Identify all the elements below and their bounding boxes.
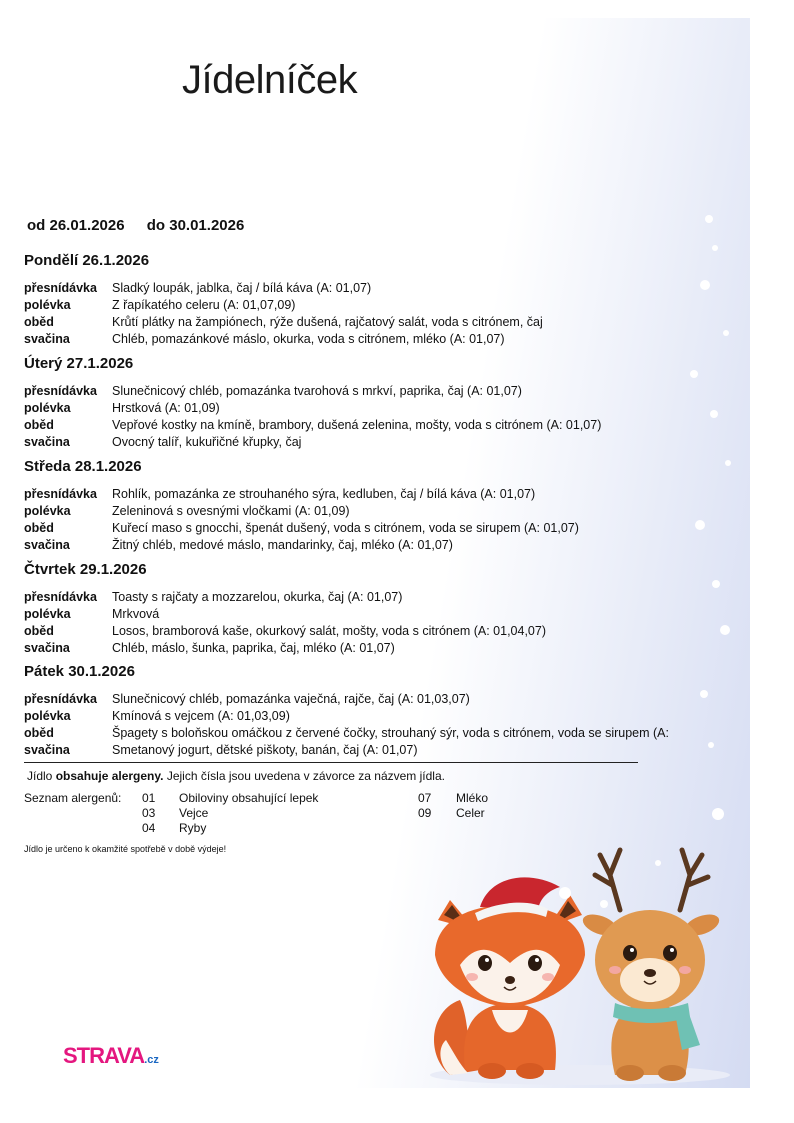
meal-label: polévka bbox=[24, 401, 71, 415]
snowflake bbox=[712, 580, 720, 588]
meal-row bbox=[24, 383, 522, 400]
divider bbox=[24, 762, 638, 763]
snowflake bbox=[700, 690, 708, 698]
meal-row bbox=[24, 742, 418, 759]
meal-label: svačina bbox=[24, 641, 70, 655]
meal-text: Chléb, máslo, šunka, paprika, čaj, mléko (A: 01,07) bbox=[112, 641, 395, 655]
meal-label: polévka bbox=[24, 298, 71, 312]
meal-text: Sladký loupák, jablka, čaj / bílá káva (A: 01,07) bbox=[112, 281, 372, 295]
meal-text: Smetanový jogurt, dětské piškoty, banán, čaj (A: 01,07) bbox=[112, 743, 418, 757]
meal-text: Hrstková (A: 01,09) bbox=[112, 401, 220, 415]
meal-label: přesnídávka bbox=[24, 487, 97, 501]
snowflake bbox=[725, 460, 731, 466]
meal-row bbox=[24, 589, 402, 606]
meal-text: Kuřecí maso s gnocchi, špenát dušený, voda s citrónem, voda se sirupem (A: 01,07) bbox=[112, 521, 579, 535]
allergen-code: 09 bbox=[418, 806, 432, 820]
meal-text: Toasty s rajčaty a mozzarelou, okurka, čaj (A: 01,07) bbox=[112, 590, 403, 604]
meal-row bbox=[24, 503, 350, 520]
meal-row bbox=[24, 486, 535, 503]
meal-text: Zeleninová s ovesnými vločkami (A: 01,09) bbox=[112, 504, 350, 518]
allergen-code: 03 bbox=[142, 806, 156, 820]
allergen-name: Celer bbox=[456, 806, 485, 820]
fox-and-reindeer-illustration bbox=[420, 835, 740, 1085]
meal-text: Žitný chléb, medové máslo, mandarinky, čaj, mléko (A: 01,07) bbox=[112, 538, 453, 552]
snowflake bbox=[710, 410, 718, 418]
snowflake bbox=[708, 742, 714, 748]
meal-text: Špagety s boloňskou omáčkou z červené čočky, strouhaný sýr, voda s citrónem, voda se sirupem (A: bbox=[112, 726, 669, 740]
meal-row bbox=[24, 280, 371, 297]
snowflake bbox=[712, 245, 718, 251]
meal-label: polévka bbox=[24, 709, 71, 723]
meal-row bbox=[24, 400, 220, 417]
snowflake bbox=[695, 520, 705, 530]
meal-label: oběd bbox=[24, 418, 54, 432]
meal-label: přesnídávka bbox=[24, 281, 97, 295]
meal-label: svačina bbox=[24, 435, 70, 449]
allergen-list-label: Seznam alergenů: bbox=[24, 791, 122, 805]
meal-text: Ovocný talíř, kukuřičné křupky, čaj bbox=[112, 435, 302, 449]
meal-row bbox=[24, 297, 295, 314]
strava-logo: STRAVA.cz bbox=[63, 1043, 159, 1068]
snowflake bbox=[723, 330, 729, 336]
allergen-name: Vejce bbox=[179, 806, 209, 820]
meal-text: Losos, bramborová kaše, okurkový salát, mošty, voda s citrónem (A: 01,04,07) bbox=[112, 624, 546, 638]
meal-label: svačina bbox=[24, 332, 70, 346]
meal-row bbox=[24, 691, 470, 708]
page-title: Jídelníček bbox=[182, 58, 358, 102]
meal-row bbox=[24, 623, 546, 640]
snowflake bbox=[705, 215, 713, 223]
meal-label: oběd bbox=[24, 521, 54, 535]
meal-label: polévka bbox=[24, 504, 71, 518]
snowflake bbox=[690, 370, 698, 378]
disclaimer: Jídlo je určeno k okamžité spotřebě v době výdeje! bbox=[24, 844, 227, 854]
snowflake bbox=[700, 280, 710, 290]
meal-row bbox=[24, 537, 453, 554]
meal-row bbox=[24, 725, 669, 742]
meal-text: Z řapíkatého celeru (A: 01,07,09) bbox=[112, 298, 296, 312]
meal-text: Slunečnicový chléb, pomazánka vaječná, rajče, čaj (A: 01,03,07) bbox=[112, 692, 470, 706]
meal-label: oběd bbox=[24, 726, 54, 740]
allergen-name: Ryby bbox=[179, 821, 207, 835]
date-from: od 26.01.2026 bbox=[27, 217, 125, 234]
meal-row bbox=[24, 640, 395, 657]
meal-text: Chléb, pomazánkové máslo, okurka, voda s citrónem, mléko (A: 01,07) bbox=[112, 332, 505, 346]
meal-row bbox=[24, 314, 543, 331]
fox-image bbox=[434, 877, 585, 1079]
allergen-name: Obiloviny obsahující lepek bbox=[179, 791, 319, 805]
day-title: Středa 28.1.2026 bbox=[24, 458, 142, 475]
date-to: do 30.01.2026 bbox=[146, 217, 245, 234]
meal-row bbox=[24, 434, 301, 451]
meal-text: Krůtí plátky na žampiónech, rýže dušená, rajčatový salát, voda s citrónem, čaj bbox=[112, 315, 543, 329]
date-range bbox=[27, 217, 262, 234]
meal-row bbox=[24, 606, 159, 623]
meal-label: polévka bbox=[24, 607, 71, 621]
meal-label: svačina bbox=[24, 743, 70, 757]
meal-row bbox=[24, 708, 290, 725]
meal-label: přesnídávka bbox=[24, 384, 97, 398]
allergen-code: 07 bbox=[418, 791, 432, 805]
meal-row bbox=[24, 520, 579, 537]
meal-label: přesnídávka bbox=[24, 590, 97, 604]
meal-text: Kmínová s vejcem (A: 01,03,09) bbox=[112, 709, 290, 723]
day-title: Úterý 27.1.2026 bbox=[24, 355, 134, 372]
day-title: Čtvrtek 29.1.2026 bbox=[24, 561, 147, 578]
allergen-code: 01 bbox=[142, 791, 156, 805]
day-title: Pátek 30.1.2026 bbox=[24, 663, 135, 680]
meal-label: oběd bbox=[24, 315, 54, 329]
allergen-code: 04 bbox=[142, 821, 156, 835]
snowflake bbox=[712, 808, 724, 820]
meal-row bbox=[24, 417, 601, 434]
meal-label: oběd bbox=[24, 624, 54, 638]
meal-row bbox=[24, 331, 505, 348]
meal-text: Rohlík, pomazánka ze strouhaného sýra, kedluben, čaj / bílá káva (A: 01,07) bbox=[112, 487, 536, 501]
day-title: Pondělí 26.1.2026 bbox=[24, 252, 150, 269]
snowflake bbox=[720, 625, 730, 635]
meal-text: Mrkvová bbox=[112, 607, 160, 621]
allergen-note: Jídlo obsahuje alergeny. Jejich čísla jsou uvedena v závorce za názvem jídla. bbox=[27, 769, 445, 783]
meal-text: Slunečnicový chléb, pomazánka tvarohová s mrkví, paprika, čaj (A: 01,07) bbox=[112, 384, 522, 398]
meal-label: svačina bbox=[24, 538, 70, 552]
allergen-name: Mléko bbox=[456, 791, 489, 805]
meal-text: Vepřové kostky na kmíně, brambory, dušená zelenina, mošty, voda s citrónem (A: 01,07) bbox=[112, 418, 602, 432]
reindeer-image bbox=[580, 850, 722, 1081]
meal-label: přesnídávka bbox=[24, 692, 97, 706]
